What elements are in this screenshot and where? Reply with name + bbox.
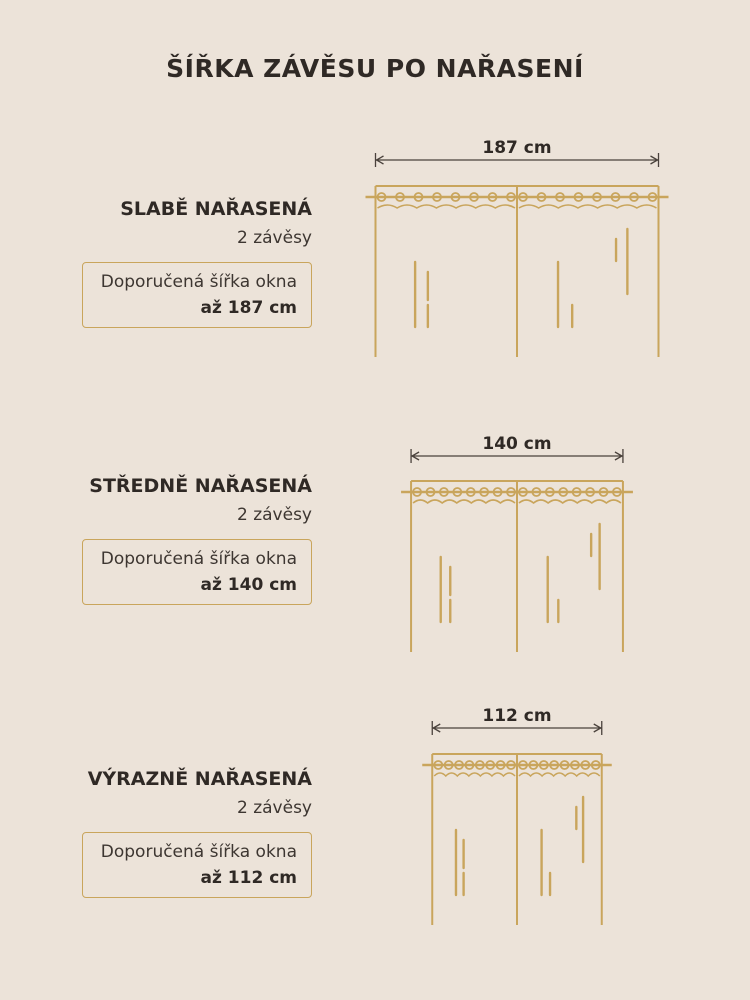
width-label: 187 cm: [482, 138, 552, 158]
curtain-count: 2 závěsy: [237, 798, 312, 818]
gathering-label: STŘEDNĚ NAŘASENÁ: [89, 475, 312, 497]
recommended-width-value: až 140 cm: [200, 575, 297, 595]
curtain-wave: [519, 500, 621, 503]
curtain-wave: [378, 205, 516, 208]
gathering-label: VÝRAZNĚ NAŘASENÁ: [87, 768, 312, 790]
recommended-width-text: Doporučená šířka okna: [100, 549, 297, 569]
width-label: 140 cm: [482, 434, 552, 454]
curtain-count: 2 závěsy: [237, 228, 312, 248]
width-label: 112 cm: [482, 706, 552, 726]
curtain-wave: [519, 205, 657, 208]
recommended-width-text: Doporučená šířka okna: [100, 842, 297, 862]
curtain-count: 2 závěsy: [237, 505, 312, 525]
page-title: ŠÍŘKA ZÁVĚSU PO NAŘASENÍ: [166, 54, 584, 83]
recommended-width-value: až 187 cm: [200, 298, 297, 318]
curtain-wave: [519, 773, 600, 776]
recommended-width-value: až 112 cm: [200, 868, 297, 888]
gathering-label: SLABĚ NAŘASENÁ: [120, 198, 312, 220]
curtain-wave: [413, 500, 515, 503]
recommended-width-text: Doporučená šířka okna: [100, 272, 297, 292]
curtain-wave: [434, 773, 515, 776]
